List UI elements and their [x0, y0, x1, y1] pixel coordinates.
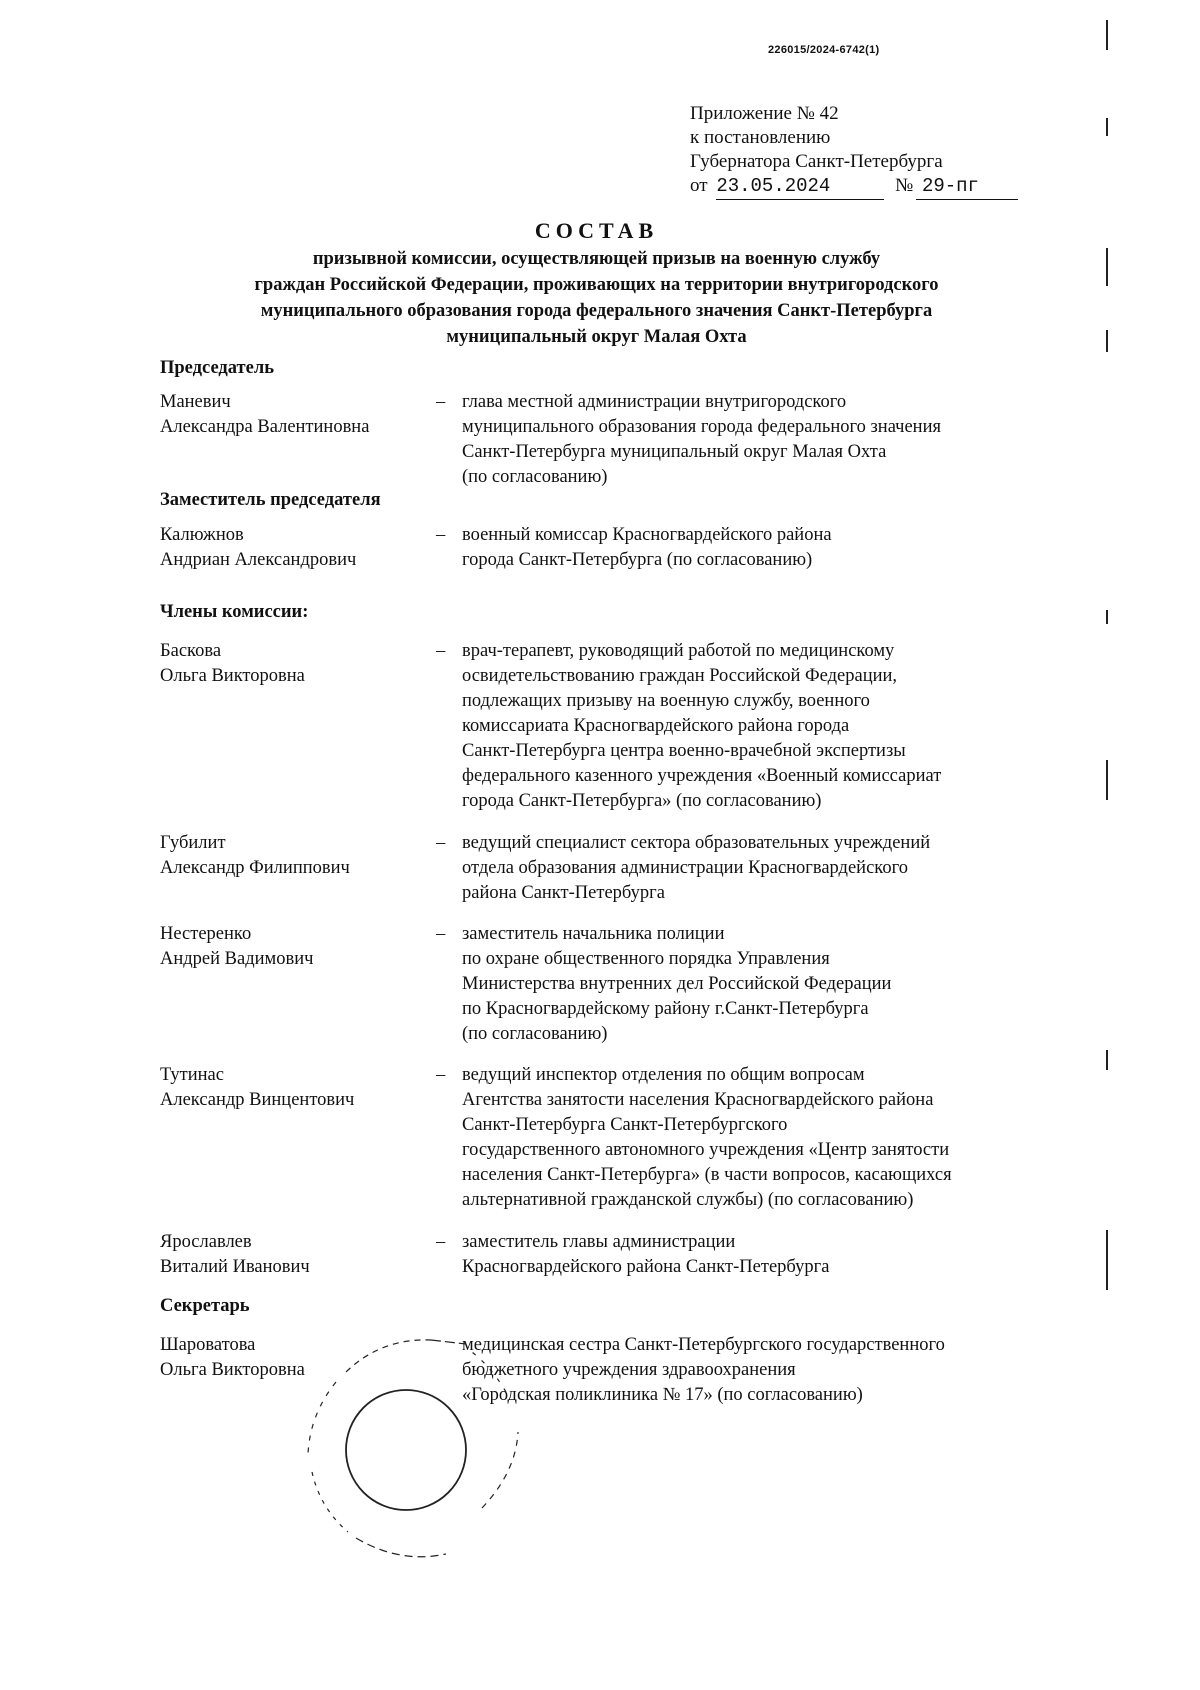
person-position: ведущий инспектор отделения по общим вопросам Агентства занятости населения Красногвардейского района Санкт-Петербурга Санкт-Петербургского государственного автономного учреждения «Центр занятости населения Санкт-Петербурга» (в части вопросов, касающихся альтернативной гражданской службы) (по согласованию) — [462, 1065, 952, 1210]
dash: – — [436, 392, 446, 412]
decree-date: 23.05.2024 — [716, 175, 831, 197]
section-members: Члены комиссии: — [160, 602, 309, 622]
section-secretary: Секретарь — [160, 1296, 250, 1316]
dash: – — [436, 525, 446, 545]
section-deputy: Заместитель председателя — [160, 490, 381, 510]
dash: – — [436, 1065, 446, 1085]
section-chair: Председатель — [160, 358, 274, 378]
number-label: № — [895, 175, 914, 196]
person-position: заместитель начальника полиции по охране общественного порядка Управления Министерства внутренних дел Российской Федерации по Красногвардейскому району г.Санкт-Петербурга (по согласованию) — [462, 924, 892, 1044]
appendix-line-3: Губернатора Санкт-Петербурга — [690, 151, 943, 172]
scan-edge-mark — [1106, 760, 1108, 800]
document-subtitle: призывной комиссии, осуществляющей призыв на военную службу граждан Российской Федерации, проживающих на территории внутригородского муниципального образования города федерального значения Санкт-Петербурга муниципальный округ Малая Охта — [254, 249, 939, 347]
person-position: военный комиссар Красногвардейского района города Санкт-Петербурга (по согласованию) — [462, 525, 832, 570]
person-position: глава местной администрации внутригородского муниципального образования города федерального значения Санкт-Петербурга муниципальный округ Малая Охта (по согласованию) — [462, 392, 941, 487]
scan-edge-mark — [1106, 1230, 1108, 1290]
appendix-line-1: Приложение № 42 — [690, 103, 839, 124]
person-name: Калюжнов Андриан Александрович — [160, 525, 357, 570]
appendix-line-4 — [690, 174, 979, 198]
date-underline — [716, 199, 884, 200]
dash: – — [436, 1232, 446, 1252]
document-number: 226015/2024-6742(1) — [768, 44, 880, 56]
number-underline — [916, 199, 1018, 200]
person-position: врач-терапевт, руководящий работой по медицинскому освидетельствованию граждан Российской Федерации, подлежащих призыву на военную службу, военного комиссариата Красногвардейского района города Санкт-Петербурга центра военно-врачебной экспертизы федерального казенного учреждения «Военный комиссариат города Санкт-Петербурга» (по согласованию) — [462, 641, 942, 811]
appendix-line-2: к постановлению — [690, 127, 831, 148]
person-position: медицинская сестра Санкт-Петербургского государственного бюджетного учреждения здравоохранения «Городская поликлиника № 17» (по согласованию) — [462, 1335, 945, 1405]
person-position: ведущий специалист сектора образовательных учреждений отдела образования администрации Красногвардейского района Санкт-Петербурга — [462, 833, 931, 903]
person-name: Тутинас Александр Винцентович — [160, 1065, 355, 1110]
scan-edge-mark — [1106, 118, 1108, 136]
person-name: Нестеренко Андрей Вадимович — [160, 924, 314, 969]
person-name: Ярославлев Виталий Иванович — [160, 1232, 310, 1277]
document-title: СОСТАВ — [534, 218, 659, 243]
dash: – — [436, 924, 446, 944]
from-label: от — [690, 175, 708, 196]
seal-stamp-outline — [296, 1332, 536, 1568]
scan-edge-mark — [1106, 330, 1108, 352]
dash: – — [436, 641, 446, 661]
person-name: Губилит Александр Филиппович — [160, 833, 350, 878]
scan-edge-mark — [1106, 248, 1108, 286]
person-name: Шароватова Ольга Викторовна — [160, 1335, 305, 1380]
dash: – — [436, 833, 446, 853]
person-name: Маневич Александра Валентиновна — [160, 392, 370, 437]
scan-edge-mark — [1106, 1050, 1108, 1070]
decree-number: 29-пг — [921, 175, 979, 197]
person-position: заместитель главы администрации Красногвардейского района Санкт-Петербурга — [462, 1232, 830, 1277]
scan-edge-mark — [1106, 610, 1108, 624]
scan-edge-mark — [1106, 20, 1108, 50]
person-name: Баскова Ольга Викторовна — [160, 641, 305, 686]
